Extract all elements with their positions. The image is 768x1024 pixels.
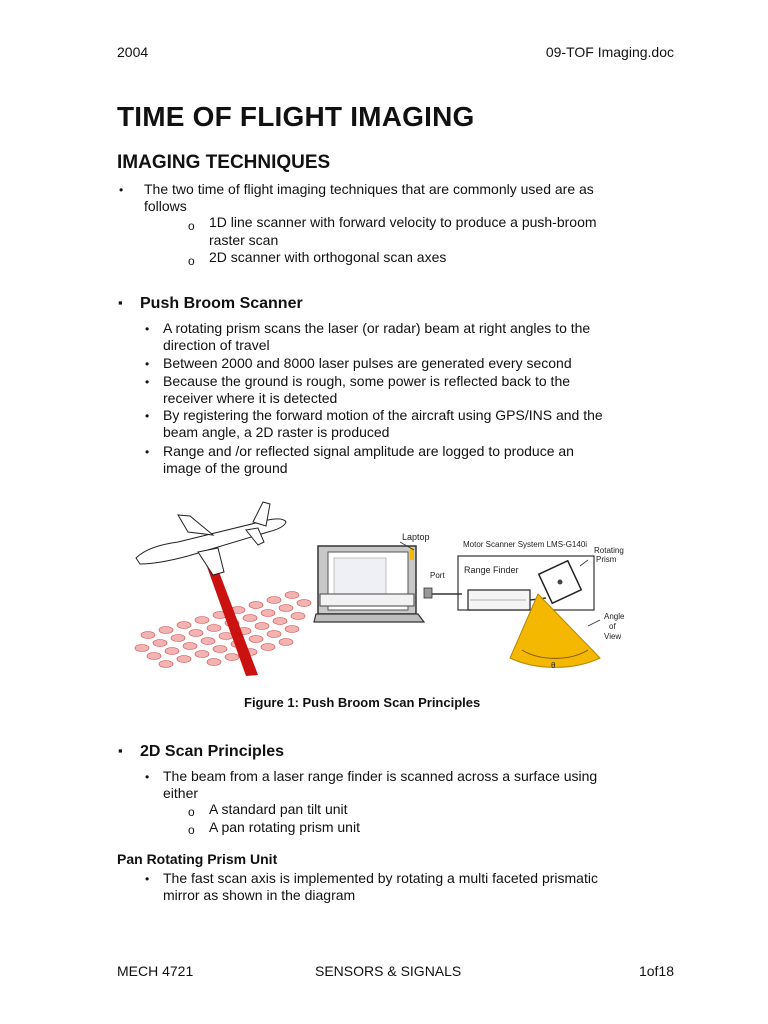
bullet-symbol: • bbox=[145, 322, 150, 336]
scan2d-b1-line2: either bbox=[163, 785, 199, 801]
imaging-heading: IMAGING TECHNIQUES bbox=[117, 152, 331, 173]
bullet-symbol: • bbox=[145, 770, 150, 784]
bullet-symbol: • bbox=[119, 183, 124, 197]
pushbroom-b4-line2: beam angle, a 2D raster is produced bbox=[163, 424, 390, 440]
square-bullet-symbol: ▪ bbox=[118, 295, 123, 310]
scan2d-heading: 2D Scan Principles bbox=[140, 743, 285, 760]
label-laptop: Laptop bbox=[402, 532, 430, 542]
aircraft-icon bbox=[136, 502, 286, 575]
pushbroom-b1-line1: A rotating prism scans the laser (or radar) beam at right angles to the bbox=[163, 320, 591, 336]
bullet-symbol: • bbox=[145, 357, 150, 371]
prism-unit-b1-line1: The fast scan axis is implemented by rotating a multi faceted prismatic bbox=[163, 870, 598, 886]
label-range-finder: Range Finder bbox=[464, 565, 519, 575]
imaging-intro-line2: follows bbox=[144, 198, 187, 214]
rotating-prism-icon bbox=[539, 561, 582, 604]
pushbroom-b4-line1: By registering the forward motion of the aircraft using GPS/INS and the bbox=[163, 407, 603, 423]
sub-bullet-symbol: o bbox=[188, 254, 195, 268]
pushbroom-b3-line2: receiver where it is detected bbox=[163, 390, 338, 406]
label-of: of bbox=[609, 622, 616, 631]
label-angle: Angle bbox=[604, 612, 625, 621]
label-view: View bbox=[604, 632, 622, 641]
bullet-symbol: • bbox=[145, 445, 150, 459]
page-title: TIME OF FLIGHT IMAGING bbox=[117, 101, 475, 132]
laptop-icon bbox=[314, 546, 424, 622]
sub-bullet-symbol: o bbox=[188, 805, 195, 819]
imaging-sub1-line1: 1D line scanner with forward velocity to produce a push-broom bbox=[209, 214, 597, 230]
figure-caption: Figure 1: Push Broom Scan Principles bbox=[244, 695, 481, 710]
sub-bullet-symbol: o bbox=[188, 219, 195, 233]
imaging-sub2: 2D scanner with orthogonal scan axes bbox=[209, 249, 447, 265]
header-filename: 09-TOF Imaging.doc bbox=[545, 44, 674, 60]
pushbroom-b5-line1: Range and /or reflected signal amplitude are logged to produce an bbox=[163, 443, 574, 459]
label-prism: Prism bbox=[596, 555, 617, 564]
label-port: Port bbox=[430, 571, 445, 580]
header-year: 2004 bbox=[117, 44, 149, 60]
footer-page: 1of18 bbox=[638, 963, 674, 979]
imaging-intro-line1: The two time of flight imaging techniques that are commonly used are as bbox=[144, 181, 594, 197]
square-bullet-symbol: ▪ bbox=[118, 743, 123, 758]
pushbroom-b5-line2: image of the ground bbox=[163, 460, 288, 476]
label-rotating: Rotating bbox=[594, 546, 624, 555]
pushbroom-figure bbox=[118, 490, 638, 685]
scan2d-sub2: A pan rotating prism unit bbox=[209, 819, 360, 835]
bullet-symbol: • bbox=[145, 409, 150, 423]
pushbroom-b2: Between 2000 and 8000 laser pulses are generated every second bbox=[163, 355, 572, 371]
prism-unit-heading: Pan Rotating Prism Unit bbox=[117, 851, 278, 867]
pushbroom-b1-line2: direction of travel bbox=[163, 337, 270, 353]
scan2d-sub1: A standard pan tilt unit bbox=[209, 801, 348, 817]
label-system: Motor Scanner System LMS-G140i bbox=[463, 540, 588, 549]
scan2d-b1-line1: The beam from a laser range finder is scanned across a surface using bbox=[163, 768, 598, 784]
footer-subject: SENSORS & SIGNALS bbox=[315, 963, 462, 979]
sub-bullet-symbol: o bbox=[188, 823, 195, 837]
pushbroom-heading: Push Broom Scanner bbox=[140, 295, 303, 312]
label-theta: θ bbox=[551, 661, 556, 670]
footer-course: MECH 4721 bbox=[117, 963, 194, 979]
bullet-symbol: • bbox=[145, 375, 150, 389]
imaging-sub1-line2: raster scan bbox=[209, 232, 279, 248]
bullet-symbol: • bbox=[145, 872, 150, 886]
prism-unit-b1-line2: mirror as shown in the diagram bbox=[163, 887, 356, 903]
pushbroom-b3-line1: Because the ground is rough, some power is reflected back to the bbox=[163, 373, 571, 389]
